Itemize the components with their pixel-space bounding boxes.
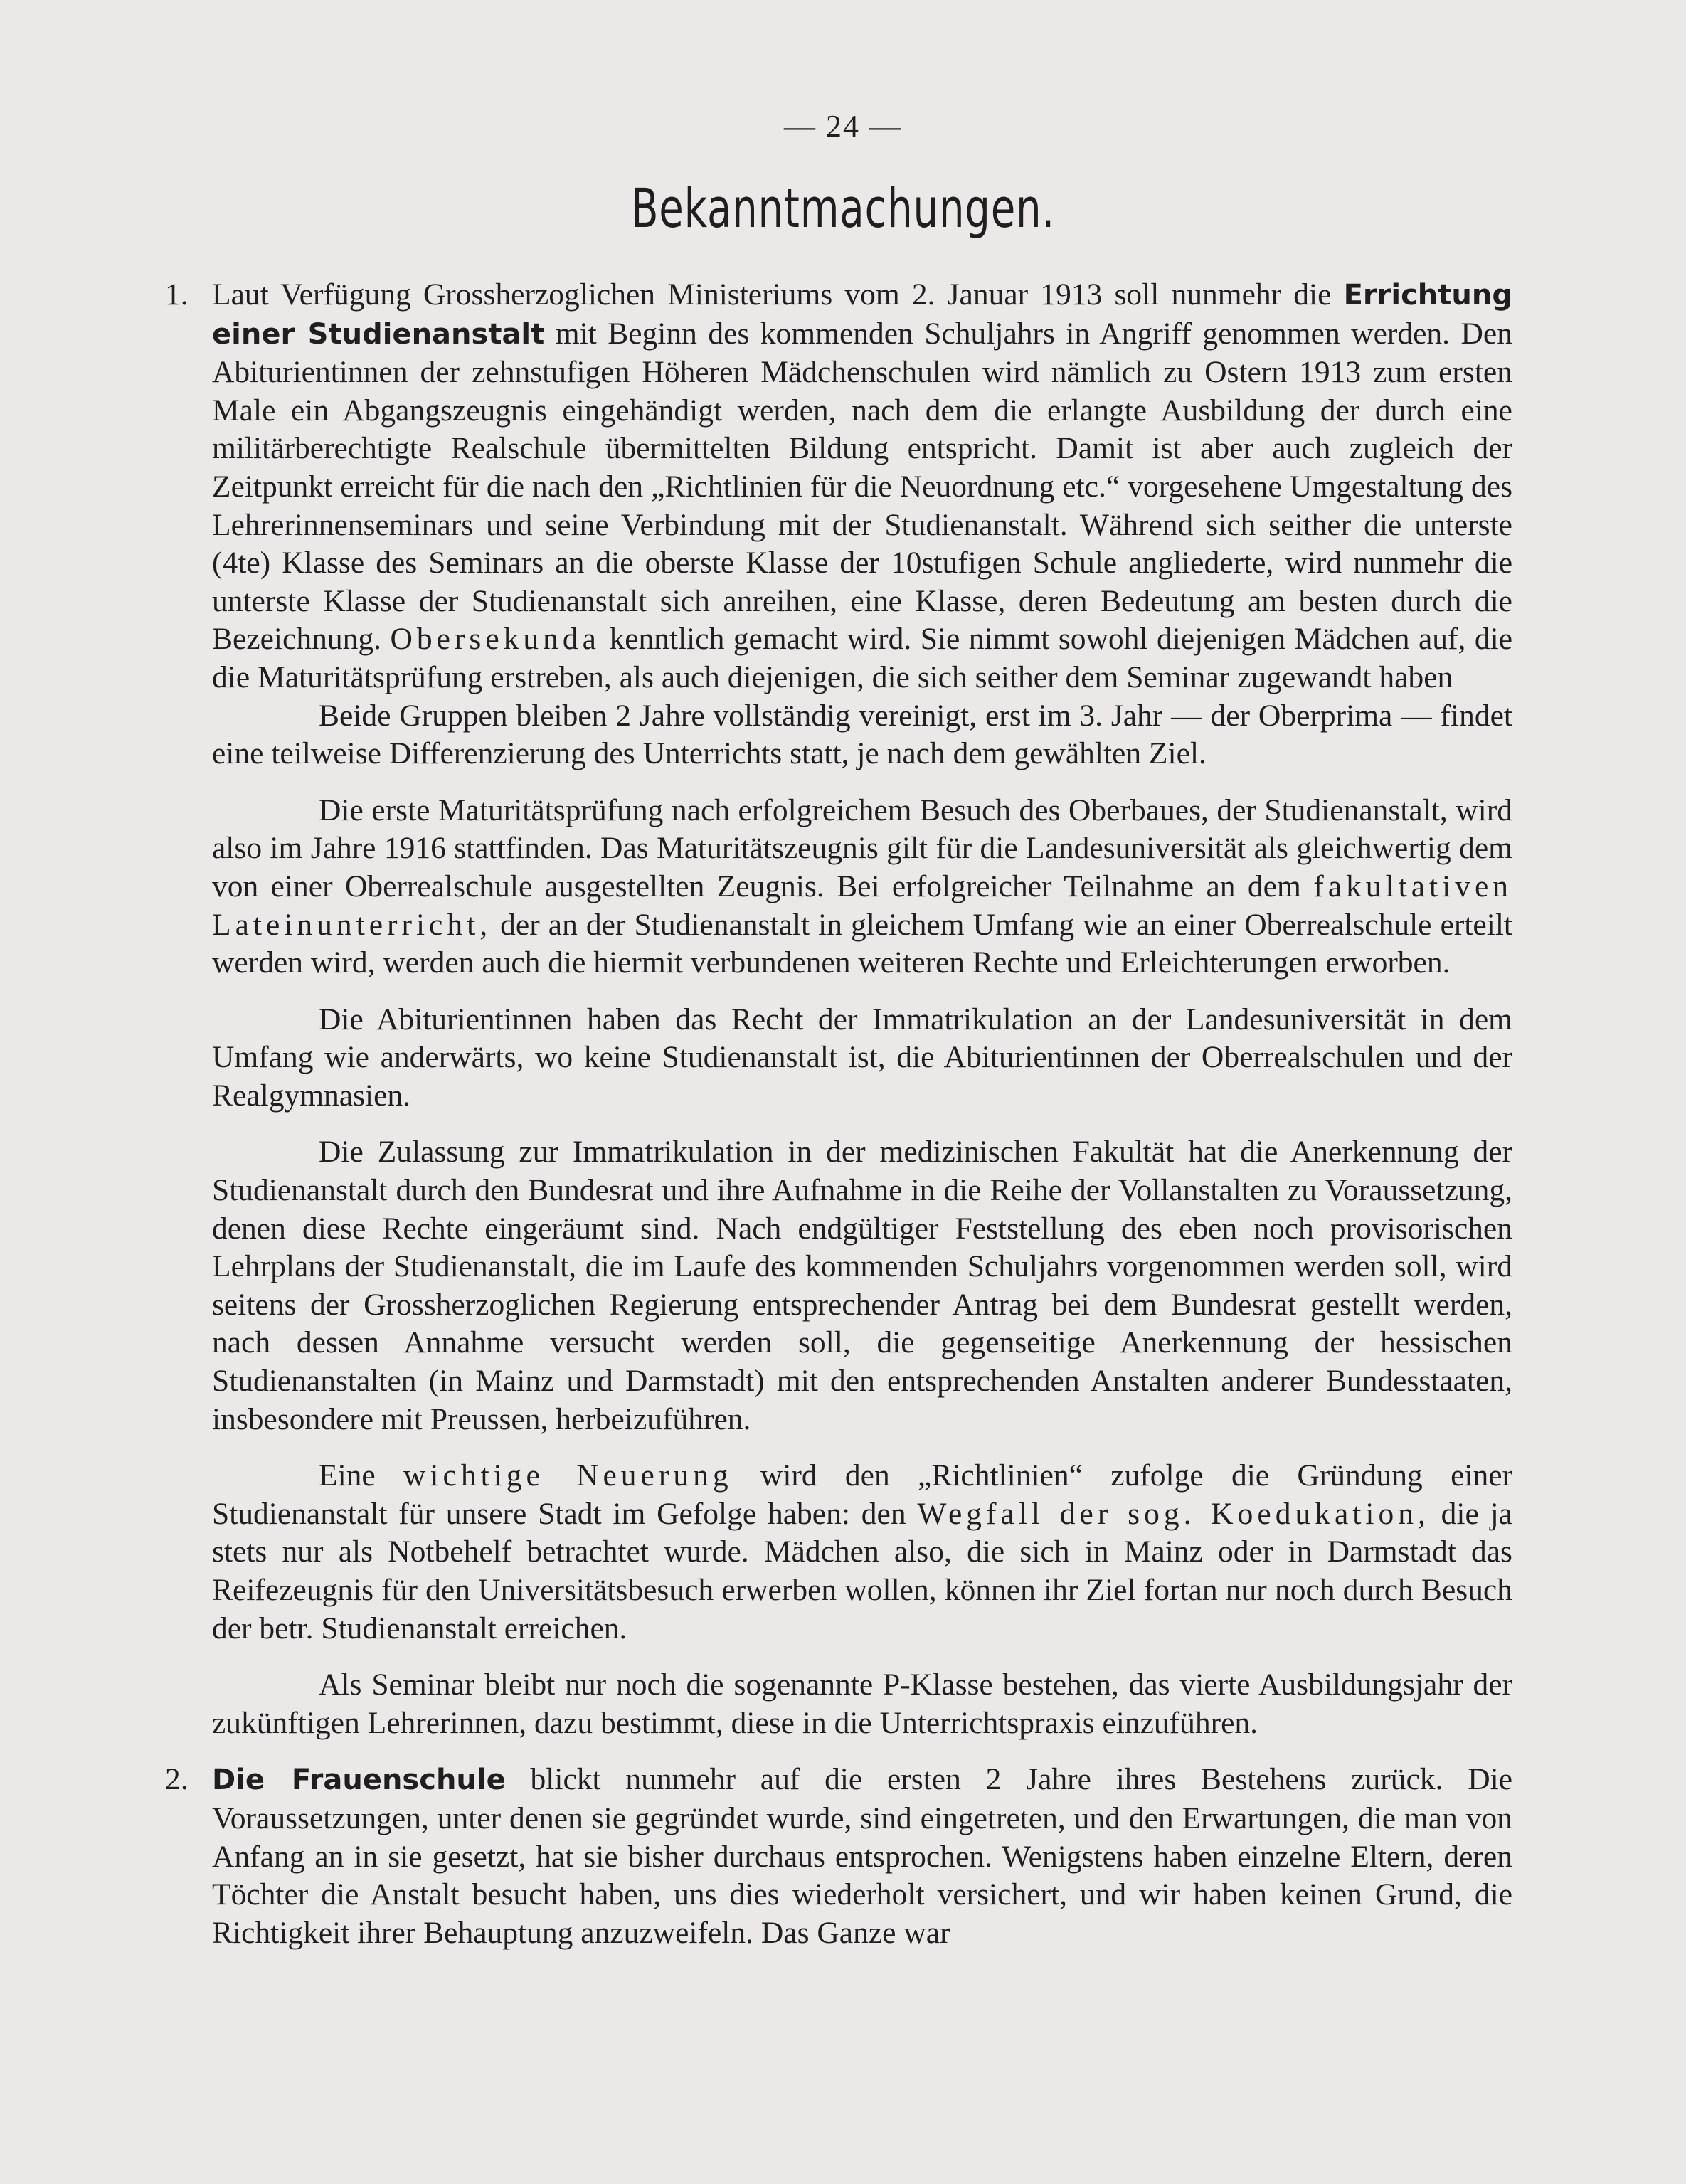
spaced-emphasis: fakultativen Lateinunterricht, (212, 869, 1513, 942)
text-run: der an der Studienanstalt in gleichem Umfang wie an einer Oberrealschule erteilt werden wird, werden auch die hiermit verbundenen weiteren Rechte und Erleichterungen erworben. (212, 907, 1513, 980)
section-number: 2. (165, 1762, 189, 1797)
section-number: 1. (165, 277, 189, 312)
paragraph (212, 276, 1512, 697)
spaced-emphasis: wichtige Neuerung (403, 1458, 733, 1493)
paragraph: Die Zulassung zur Immatrikulation in der medizinischen Fakultät hat die Anerkennung der Studienanstalt durch den Bundesrat und ihre Aufnahme in die Reihe der Vollanstalten zu Voraussetzung, denen diese Rechte eingeräumt sind. Nach endgültiger Feststellung des eben noch provisorischen Lehrplans der Studienanstalt, die im Laufe des kommenden Schuljahrs vorgenommen werden soll, wird seitens der Grossherzoglichen Regierung entsprechender Antrag bei dem Bundesrat gestellt werden, nach dessen Annahme versucht werden soll, die gegenseitige Anerkennung der hessischen Studienanstalten (in Mainz und Darmstadt) mit den entsprechenden Anstalten anderer Bundesstaaten, insbesondere mit Preussen, herbeizuführen. (212, 1135, 1512, 1436)
text-run: Laut Verfügung Grossherzoglichen Ministeriums vom 2. Januar 1913 soll nunmehr die (212, 277, 1332, 312)
text-run: blickt nunmehr auf die ersten 2 Jahre ihres Bestehens zurück. Die Voraussetzungen, unter denen sie gegründet wurde, sind eingetreten, und den Erwartungen, die man von Anfang an in sie gesetzt, hat sie bisher durchaus entsprochen. Wenigstens haben einzelne Eltern, deren Töchter die Anstalt besucht haben, uns dies wiederholt versichert, und wir haben keinen Grund, die Richtigkeit ihrer Behauptung anzuzweifeln. Das Ganze war (212, 1762, 1512, 1950)
paragraph (212, 1457, 1512, 1648)
paragraph (212, 792, 1512, 982)
bold-heading: Die Frauenschule (212, 1764, 506, 1797)
text-run: die ja stets nur als Notbehelf betrachtet wurde. Mädchen also, die sich in Mainz oder in Darmstadt das Reifezeugnis für den Universitätsbesuch erwerben wollen, können ihr Ziel fortan nur noch durch Besuch der betr. Studienanstalt erreichen. (212, 1496, 1512, 1645)
text-run: kenntlich gemacht wird. Sie nimmt sowohl diejenigen Mädchen auf, die die Maturitätsprüfung erstreben, als auch diejenigen, die sich seither dem Seminar zugewandt haben (212, 622, 1513, 694)
text-run: Die erste Maturitätsprüfung nach erfolgreichem Besuch des Oberbaues, der Studienanstalt, wird also im Jahre 1916 stattfinden. Das Maturitätszeugnis gilt für die Landesuniversität als gleichwertig dem von einer Oberrealschule ausgestellten Zeugnis. Bei erfolgreicher Teilnahme an dem (212, 793, 1512, 903)
text-run: wird den „Richtlinien“ zufolge die Gründung einer Studienanstalt für unsere Stadt im Gefolge haben: den (212, 1458, 1513, 1531)
section-2 (165, 1761, 1512, 1952)
section-1 (165, 276, 1513, 1742)
text-run: mit Beginn des kommenden Schuljahrs in Angriff genommen werden. Den Abiturientinnen der zehnstufigen Höheren Mädchenschulen wird nämlich zu Ostern 1913 zum ersten Male ein Abgangszeugnis eingehändigt werden, nach dem die erlangte Ausbildung der durch eine militärberechtigte Realschule übermittelten Bildung entspricht. Damit ist aber auch zugleich der Zeitpunkt erreicht für die nach den „Richtlinien für die Neuordnung etc.“ vorgesehene Umgestaltung des Lehrerinnenseminars und seine Verbindung mit der Studienanstalt. Während sich seither die unterste (4te) Klasse des Seminars an die oberste Klasse der 10stufigen Schule angliederte, wird nunmehr die unterste Klasse der Studienanstalt sich anreihen, eine Klasse, deren Bedeutung am besten durch die Bezeichnung. (212, 316, 1512, 657)
paragraph: Beide Gruppen bleiben 2 Jahre vollständig vereinigt, erst im 3. Jahr — der Oberprima — findet eine teilweise Differenzierung des Unterrichts statt, je nach dem gewählten Ziel. (212, 698, 1512, 771)
document-body (165, 276, 1513, 1952)
spaced-emphasis: Wegfall der sog. Koedukation, (917, 1496, 1430, 1531)
page-title: Bekanntmachungen. (630, 176, 1056, 240)
spaced-emphasis: Obersekunda (390, 622, 600, 657)
page-number: — 24 — (784, 109, 902, 144)
text-run: Eine (319, 1458, 376, 1493)
paragraph: Als Seminar bleibt nur noch die sogenannte P-Klasse bestehen, das vierte Ausbildungsjahr der zukünftigen Lehrerinnen, dazu bestimmt, diese in die Unterrichtspraxis einzuführen. (212, 1668, 1512, 1740)
bold-heading: Errichtung einer Studienanstalt (212, 279, 1512, 351)
paragraph (212, 1761, 1512, 1952)
paragraph: Die Abiturientinnen haben das Recht der Immatrikulation an der Landesuniversität in dem Umfang wie anderwärts, wo keine Studienanstalt ist, die Abiturientinnen der Oberrealschulen und der Realgymnasien. (212, 1002, 1512, 1113)
